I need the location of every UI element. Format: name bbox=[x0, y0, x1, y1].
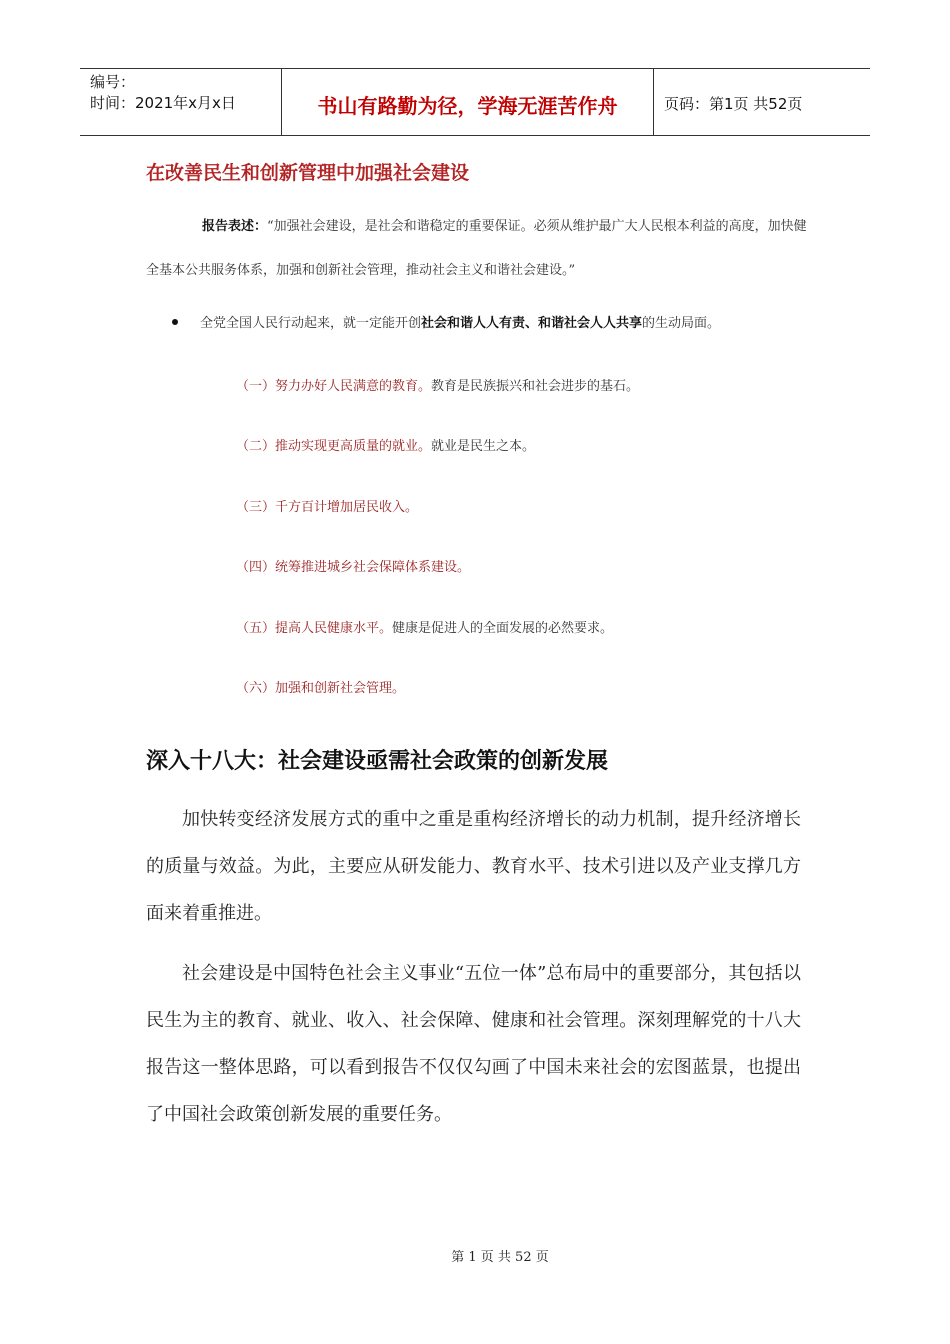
bullet-text-bold: 社会和谐人人有责、和谐社会人人共享 bbox=[421, 316, 643, 331]
list-item-heading: （二）推动实现更高质量的就业。 bbox=[236, 439, 432, 454]
section-title-eighteenth-congress: 深入十八大：社会建设亟需社会政策的创新发展 bbox=[146, 749, 609, 774]
paragraph: 社会建设是中国特色社会主义事业“五位一体”总布局中的重要部分，其包括以民生为主的教育、就业、收入、社会保障、健康和社会管理。深刻理解党的十八大报告这一整体思路，可以看到报告不仅仅勾画了中国未来社会的宏图蓝景，也提出了中国社会政策创新发展的重要任务。 bbox=[146, 963, 801, 1125]
list-item-heading: （六）加强和创新社会管理。 bbox=[236, 681, 406, 696]
header-meta bbox=[80, 69, 282, 135]
document-number-label: 编号： bbox=[90, 73, 136, 91]
section-title-social-construction: 在改善民生和创新管理中加强社会建设 bbox=[146, 162, 470, 184]
document-date: 时间：2021年x月x日 bbox=[90, 94, 236, 112]
list-item-text: 教育是民族振兴和社会进步的基石。 bbox=[431, 379, 640, 394]
list-item bbox=[236, 556, 470, 575]
list-item-text: 就业是民生之本。 bbox=[431, 439, 536, 454]
bullet-text-pre: 全党全国人民行动起来，就一定能开创 bbox=[200, 316, 422, 331]
list-item bbox=[236, 617, 613, 636]
bullet-text-post: 的生动局面。 bbox=[642, 316, 721, 331]
bullet-item bbox=[172, 312, 720, 331]
list-item-heading: （四）统筹推进城乡社会保障体系建设。 bbox=[236, 560, 471, 575]
list-item-heading: （一）努力办好人民满意的教育。 bbox=[236, 379, 432, 394]
report-statement bbox=[146, 205, 811, 293]
list-item-heading: （五）提高人民健康水平。 bbox=[236, 621, 393, 636]
header-table bbox=[80, 68, 870, 136]
list-item bbox=[236, 677, 405, 696]
header-motto: 书山有路勤为径，学海无涯苦作舟 bbox=[282, 69, 654, 135]
header-page-info: 页码：第1页 共52页 bbox=[664, 94, 803, 113]
list-item bbox=[236, 375, 639, 394]
report-label: 报告表述： bbox=[202, 219, 268, 234]
page-footer: 第 1 页 共 52 页 bbox=[451, 1250, 549, 1265]
list-item bbox=[236, 435, 535, 454]
list-item-heading: （三）千方百计增加居民收入。 bbox=[236, 500, 419, 515]
report-text: “加强社会建设，是社会和谐稳定的重要保证。必须从维护最广大人民根本利益的高度，加快健全基本公共服务体系，加强和创新社会管理，推动社会主义和谐社会建设。” bbox=[146, 219, 807, 278]
paragraph: 加快转变经济发展方式的重中之重是重构经济增长的动力机制，提升经济增长的质量与效益。为此，主要应从研发能力、教育水平、技术引进以及产业支撑几方面来着重推进。 bbox=[146, 809, 801, 924]
bullet-dot-icon bbox=[172, 319, 178, 325]
list-item-text: 健康是促进人的全面发展的必然要求。 bbox=[392, 621, 614, 636]
list-item bbox=[236, 496, 418, 515]
